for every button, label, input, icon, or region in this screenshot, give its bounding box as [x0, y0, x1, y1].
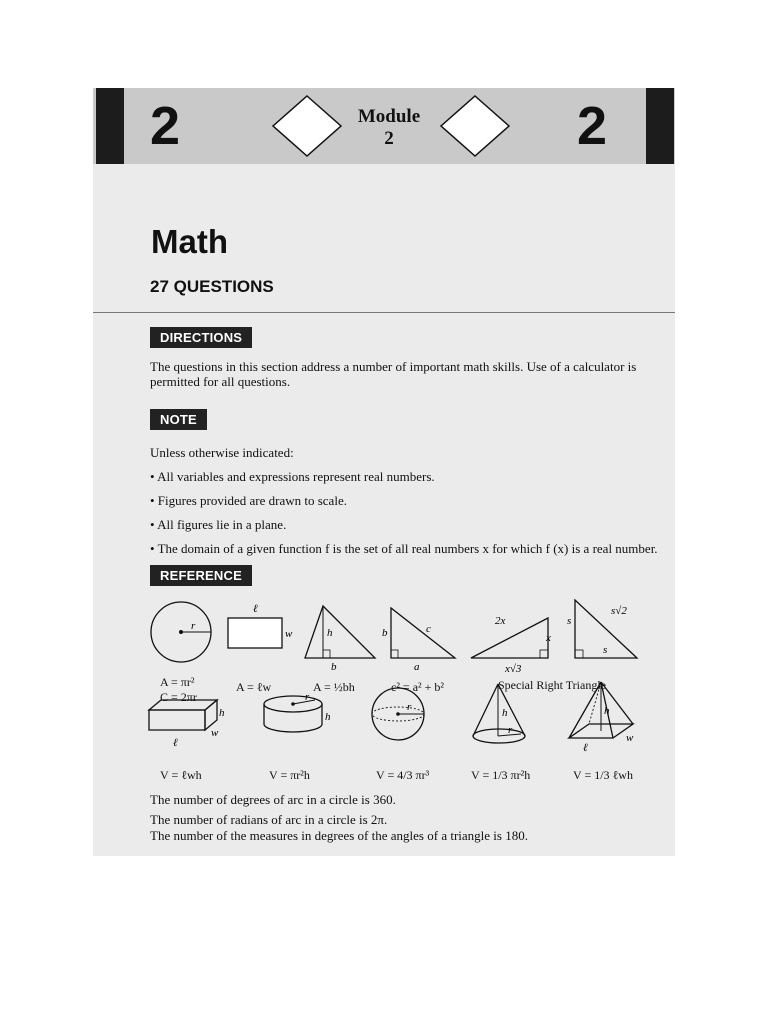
t45-hypotenuse-label: s√2: [611, 605, 627, 617]
reference-heading: REFERENCE: [150, 565, 252, 586]
banner-bar-left: [96, 88, 124, 164]
circle-area-formula: A = πr²: [160, 675, 195, 689]
triangle-area-formula: A = ½bh: [313, 680, 355, 694]
box-volume-formula: V = ℓwh: [160, 768, 202, 782]
directions-heading: DIRECTIONS: [150, 327, 252, 348]
note-bullet: • The domain of a given function f is the set of all real numbers x for which f (x) is a real number.: [150, 541, 658, 556]
box-width-label: w: [211, 727, 219, 739]
cylinder-radius-label: r: [305, 691, 310, 703]
note-bullet: • Figures provided are drawn to scale.: [150, 493, 347, 508]
box-figure: [149, 700, 225, 749]
note-heading: NOTE: [150, 409, 207, 430]
circle-circumference-formula: C = 2πr: [160, 690, 197, 704]
cylinder-height-label: h: [325, 711, 331, 723]
triangle-height-label: h: [327, 627, 333, 639]
right-triangle-a-label: a: [414, 661, 420, 673]
t45-leg-label: s: [567, 615, 572, 627]
right-triangle-figure: [382, 608, 455, 673]
triangle-base-label: b: [331, 661, 337, 673]
box-length-label: ℓ: [173, 737, 178, 749]
banner-bar-right: [646, 88, 674, 164]
special-triangle-30-60-90: [471, 615, 551, 675]
section-title: Math: [151, 223, 228, 260]
fact-triangle-angles: The number of the measures in degrees of the angles of a triangle is 180.: [150, 828, 528, 843]
cylinder-volume-formula: V = πr²h: [269, 768, 310, 782]
right-triangle-b-label: b: [382, 627, 388, 639]
note-intro: Unless otherwise indicated:: [150, 445, 294, 460]
box-height-label: h: [219, 707, 225, 719]
fact-degrees: The number of degrees of arc in a circle is 360.: [150, 792, 396, 807]
rectangle-area-formula: A = ℓw: [236, 680, 272, 694]
rectangle-width-label: w: [285, 628, 293, 640]
sphere-figure: [372, 688, 424, 740]
module-label-box: [349, 92, 429, 154]
sphere-volume-formula: V = 4/3 πr³: [376, 768, 430, 782]
cylinder-figure: [264, 691, 331, 732]
pyramid-volume-formula: V = 1/3 ℓwh: [573, 768, 633, 782]
pyramid-height-label: h: [604, 705, 610, 717]
pyramid-width-label: w: [626, 732, 634, 744]
sphere-radius-label: r: [407, 701, 412, 713]
rectangle-figure: [228, 603, 293, 648]
cone-radius-label: r: [508, 724, 513, 736]
t30-long-leg-label: x√3: [505, 663, 522, 675]
module-banner: [93, 88, 675, 164]
pyramid-figure: [569, 682, 634, 754]
t30-short-leg-label: x: [546, 632, 551, 644]
fact-radians: The number of radians of arc in a circle is 2π.: [150, 812, 388, 827]
diamond-left-icon: [271, 94, 343, 158]
triangle-figure: [305, 606, 375, 673]
right-triangle-c-label: c: [426, 623, 431, 635]
circle-radius-label: r: [191, 620, 196, 632]
module-label-number: 2: [384, 128, 394, 149]
page-sheet: [93, 88, 675, 856]
rectangle-length-label: ℓ: [253, 603, 258, 615]
module-number-left: 2: [150, 96, 181, 156]
cone-figure: [473, 684, 525, 743]
module-number-right: 2: [577, 96, 608, 156]
t30-hypotenuse-label: 2x: [495, 615, 506, 627]
section-divider: [93, 312, 675, 313]
directions-text: The questions in this section address a number of important math skills. Use of a calculator is permitted for all questions.: [150, 359, 637, 389]
note-bullet: • All figures lie in a plane.: [150, 517, 287, 532]
pythagorean-formula: c² = a² + b²: [391, 680, 444, 694]
module-label: Module: [357, 106, 421, 127]
diamond-right-icon: [439, 94, 511, 158]
cone-volume-formula: V = 1/3 πr²h: [471, 768, 531, 782]
note-bullet: • All variables and expressions represent real numbers.: [150, 469, 435, 484]
special-triangle-45-45-90: [567, 600, 637, 658]
pyramid-length-label: ℓ: [583, 742, 588, 754]
question-count: 27 QUESTIONS: [150, 277, 274, 296]
circle-figure: [151, 602, 211, 662]
t45-leg-label: s: [603, 644, 608, 656]
cone-height-label: h: [502, 707, 508, 719]
special-right-triangle-label: Special Right Triangle: [498, 678, 606, 692]
